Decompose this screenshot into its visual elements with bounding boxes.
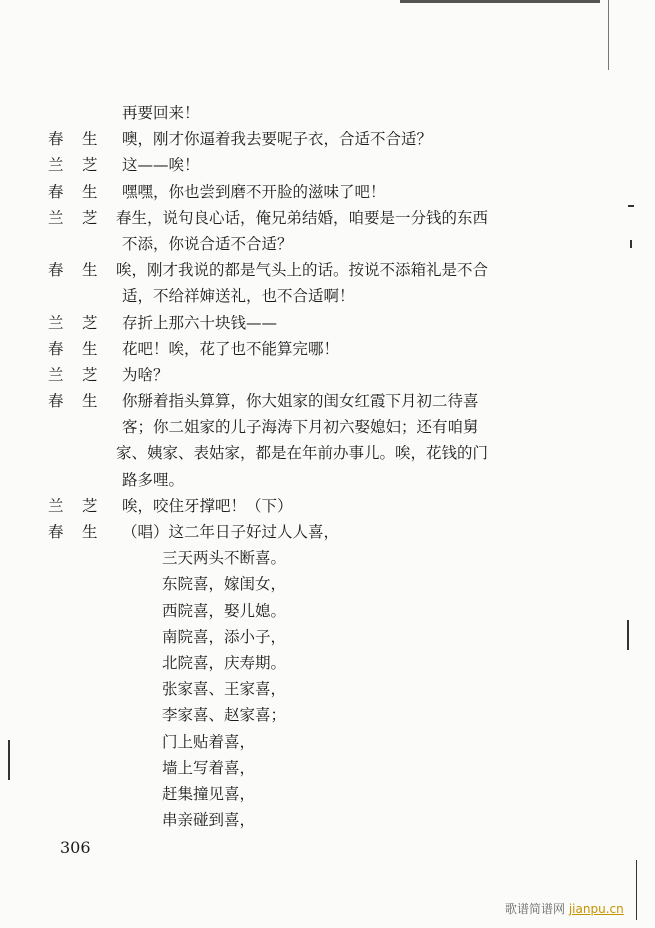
speaker-name: 春 生 [48, 261, 98, 280]
dialogue-line [48, 414, 488, 440]
dialogue-line [48, 493, 488, 519]
song-line [48, 598, 488, 624]
lyric-text: 赶集撞见喜， [162, 784, 256, 803]
dialogue-text: 唉，刚才我说的都是气头上的话。按说不添箱礼是不合 [116, 261, 489, 280]
speaker-name: 春 生 [48, 182, 98, 201]
dialogue-line [48, 336, 488, 362]
lyric-text: 三天两头不断喜。 [162, 549, 287, 568]
dialogue-text: 春生，说句良心话，俺兄弟结婚，咱要是一分钱的东西 [116, 208, 489, 227]
dialogue-line [48, 467, 488, 493]
dialogue-text: 不添，你说合适不合适？ [122, 234, 293, 253]
song-line [48, 676, 488, 702]
song-line [48, 624, 488, 650]
lyric-text: 串亲碰到喜， [162, 811, 256, 830]
scan-mark [8, 740, 10, 780]
speaker-name [48, 231, 122, 257]
speaker-name: 兰 芝 [48, 156, 98, 175]
lyric-text: 东院喜，嫁闺女， [162, 575, 287, 594]
dialogue-line [48, 388, 488, 414]
speaker-name [48, 440, 116, 466]
dialogue-text: 路多哩。 [122, 470, 185, 489]
dialogue-text: 家、姨家、表姑家，都是在年前办事儿。唉，花钱的门 [116, 444, 489, 463]
speaker-name [48, 414, 122, 440]
song-line [48, 781, 488, 807]
dialogue-text: 存折上那六十块钱—— [122, 313, 278, 332]
lyric-text: 李家喜、赵家喜； [162, 706, 287, 725]
dialogue-line [48, 179, 488, 205]
speaker-name: 兰 芝 [48, 496, 98, 515]
scan-mark [627, 620, 629, 650]
speaker-name: 兰 芝 [48, 313, 98, 332]
dialogue-line [48, 440, 488, 466]
song-line [48, 729, 488, 755]
dialogue-text: 花吧！唉，花了也不能算完哪！ [122, 339, 340, 358]
dialogue-line [48, 100, 488, 126]
dialogue-text: （唱）这二年日子好过人人喜， [122, 523, 340, 541]
speaker-name: 春 生 [48, 392, 98, 411]
scan-mark [628, 205, 634, 207]
speaker-name: 兰 芝 [48, 365, 98, 384]
scan-edge [400, 0, 600, 3]
speaker-name: 春 生 [48, 523, 98, 541]
lyric-text: 墙上写着喜， [162, 758, 256, 777]
dialogue-text: 嘿嘿，你也尝到磨不开脸的滋味了吧！ [122, 182, 386, 201]
song-line [48, 650, 488, 676]
scan-mark [636, 860, 637, 920]
lyric-text: 南院喜，添小子， [162, 627, 287, 646]
script-text [48, 100, 488, 833]
dialogue-line [48, 231, 488, 257]
song-line [48, 702, 488, 728]
dialogue-line [48, 283, 488, 309]
speaker-name [48, 467, 122, 493]
lyric-text: 张家喜、王家喜， [162, 680, 287, 699]
song-line [48, 807, 488, 833]
dialogue-line [48, 152, 488, 178]
dialogue-text: 客；你二姐家的儿子海涛下月初六娶媳妇；还有咱舅 [122, 418, 479, 437]
watermark: 歌谱简谱网 jianpu.cn [505, 902, 624, 916]
dialogue-text: 为啥？ [122, 365, 169, 384]
dialogue-line [48, 519, 488, 545]
dialogue-line [48, 205, 488, 231]
dialogue-line [48, 257, 488, 283]
page-number: 306 [60, 838, 91, 857]
dialogue-line [48, 310, 488, 336]
dialogue-text: 噢，刚才你逼着我去要呢子衣，合适不合适？ [122, 130, 433, 149]
dialogue-line [48, 362, 488, 388]
dialogue-text: 唉，咬住牙撑吧！（下） [122, 496, 293, 515]
dialogue-line [48, 126, 488, 152]
song-line [48, 545, 488, 571]
dialogue-text: 适，不给祥婶送礼，也不合适啊！ [122, 287, 355, 306]
speaker-name: 春 生 [48, 339, 98, 358]
dialogue-text: 再要回来！ [122, 104, 200, 122]
dialogue-text: 你掰着指头算算，你大姐家的闺女红霞下月初二待喜 [122, 392, 479, 411]
speaker-name: 兰 芝 [48, 208, 98, 227]
speaker-name: 春 生 [48, 130, 98, 149]
scan-edge [608, 0, 609, 70]
lyric-text: 门上贴着喜， [162, 732, 256, 751]
song-line [48, 755, 488, 781]
speaker-name [48, 283, 122, 309]
speaker-name [48, 100, 122, 126]
song-line [48, 571, 488, 597]
lyric-text: 北院喜，庆寿期。 [162, 653, 287, 672]
scan-mark [630, 240, 632, 248]
lyric-text: 西院喜，娶儿媳。 [162, 601, 287, 620]
dialogue-text: 这——唉！ [122, 156, 200, 175]
